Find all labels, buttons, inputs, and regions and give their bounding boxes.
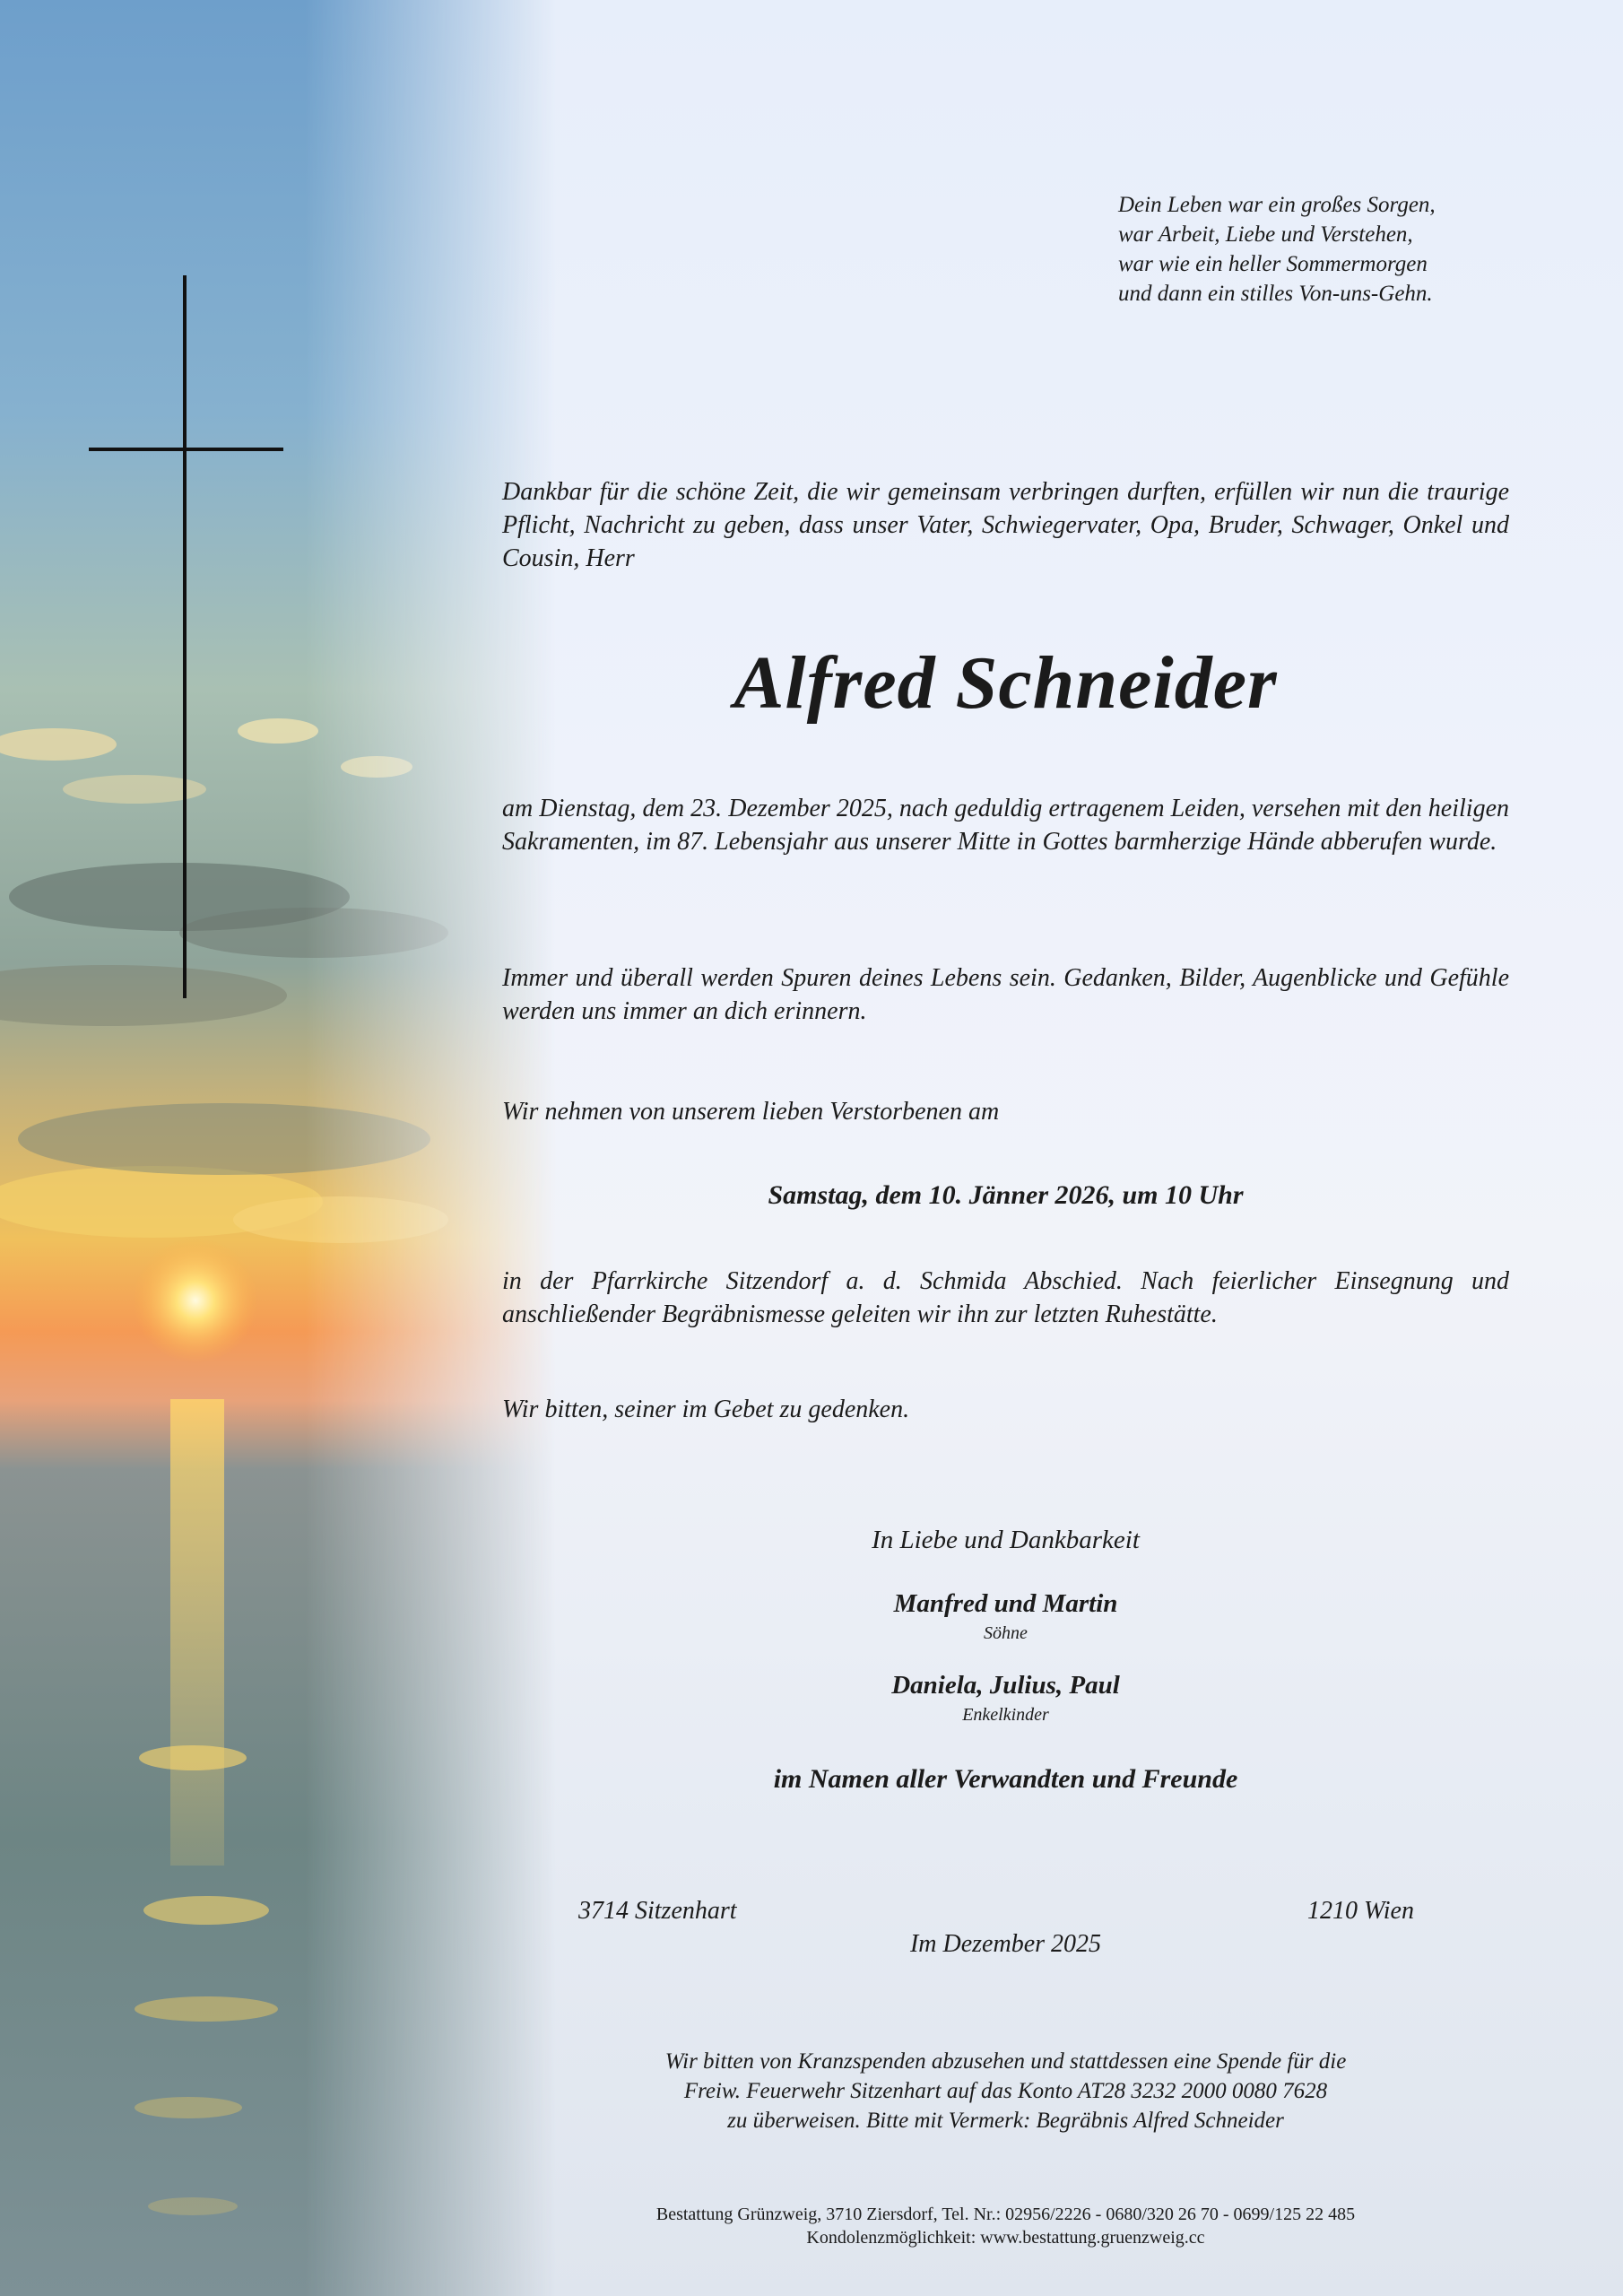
death-notice-paragraph: am Dienstag, dem 23. Dezember 2025, nach geduldig ertragenem Leiden, versehen mit den heiligen Sakramenten, im 87. Lebensjahr aus unserer Mitte in Gottes barmherzige Hände abberufen wurde. [502,795,1509,856]
deceased-name: Alfred Schneider [733,641,1278,725]
mourners-intro: In Liebe und Dankbarkeit [872,1526,1140,1554]
donation-line: Freiw. Feuerwehr Sitzenhart auf das Konto AT28 3232 2000 0080 7628 [683,2079,1328,2103]
poem-line: Dein Leben war ein großes Sorgen, [1118,193,1436,217]
place-right: 1210 Wien [1307,1897,1414,1925]
poem-line: war Arbeit, Liebe und Verstehen, [1118,222,1413,247]
place-left: 3714 Sitzenhart [578,1897,737,1925]
mourners-behalf: im Namen aller Verwandten und Freunde [773,1764,1238,1794]
intro-paragraph: Dankbar für die schöne Zeit, die wir gemeinsam verbringen durften, erfüllen wir nun die traurige Pflicht, Nachricht zu geben, dass unser Vater, Schwiegervater, Opa, Bruder, Schwager, Onkel und Cousin, Herr [502,478,1509,572]
mourner-role: Söhne [984,1623,1028,1643]
prayer-request: Wir bitten, seiner im Gebet zu gedenken. [502,1396,910,1423]
donation-line: zu überweisen. Bitte mit Vermerk: Begräbnis Alfred Schneider [727,2109,1284,2133]
poem-line: war wie ein heller Sommermorgen [1118,252,1428,276]
donation-line: Wir bitten von Kranzspenden abzusehen und stattdessen eine Spende für die [664,2049,1347,2074]
memory-paragraph: Immer und überall werden Spuren deines Lebens sein. Gedanken, Bilder, Augenblicke und Gefühle werden uns immer an dich erinnern. [502,964,1509,1025]
mourner-role: Enkelkinder [962,1705,1049,1725]
poem-line: und dann ein stilles Von-uns-Gehn. [1118,282,1433,306]
donation-note [502,2047,1509,2135]
mourner-names: Daniela, Julius, Paul [891,1671,1120,1700]
service-details-paragraph: in der Pfarrkirche Sitzendorf a. d. Schmida Abschied. Nach feierlicher Einsegnung und anschließender Begräbnismesse geleiten wir ihn zur letzten Ruhestätte. [502,1267,1509,1328]
footer-condolence-link[interactable]: Kondolenzmöglichkeit: www.bestattung.gruenzweig.cc [806,2228,1205,2248]
issue-month: Im Dezember 2025 [909,1930,1102,1958]
funeral-home-footer [502,2203,1509,2249]
footer-contact: Bestattung Grünzweig, 3710 Ziersdorf, Tel. Nr.: 02956/2226 - 0680/320 26 70 - 0699/125 22 485 [655,2205,1356,2224]
service-date: Samstag, dem 10. Jänner 2026, um 10 Uhr [768,1180,1244,1210]
memorial-poem [1118,190,1513,309]
farewell-intro: Wir nehmen von unserem lieben Verstorbenen am [502,1098,1000,1126]
mourner-names: Manfred und Martin [893,1589,1118,1618]
